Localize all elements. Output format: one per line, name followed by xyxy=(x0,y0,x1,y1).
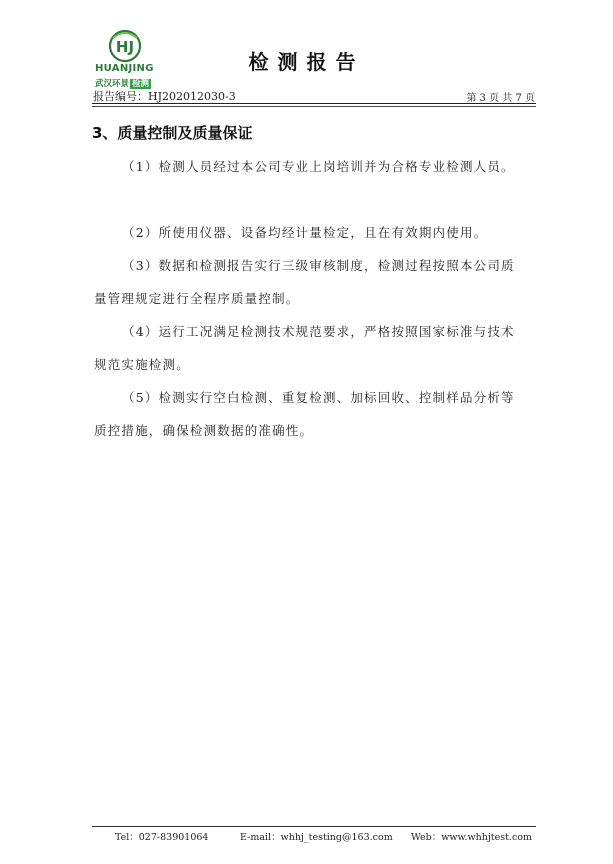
logo-company-cn: 武汉环景 xyxy=(95,79,130,89)
logo-english-name: HUANJING xyxy=(95,63,154,74)
header-rule-thin xyxy=(92,106,536,107)
page-number: 第 3 页 共 7 页 xyxy=(466,93,535,104)
footer-rule xyxy=(92,826,536,827)
document-title: 检测报告 xyxy=(248,50,365,74)
paragraph-4: （4）运行工况满足检测技术规范要求，严格按照国家标准与技术规范实施检测。 xyxy=(94,324,515,372)
paragraph-2: （2）所使用仪器、设备均经计量检定，且在有效期内使用。 xyxy=(122,225,488,240)
footer-website: Web：www.whhjtest.com xyxy=(411,832,532,843)
footer-email: E-mail：whhj_testing@163.com xyxy=(240,832,393,843)
report-number: 报告编号：HJ202012030-3 xyxy=(93,90,236,103)
logo-tag: 检测 xyxy=(132,79,150,89)
header-rule-thick xyxy=(92,103,536,104)
paragraph-5: （5）检测实行空白检测、重复检测、加标回收、控制样品分析等质控措施，确保检测数据的准确性。 xyxy=(94,390,515,438)
paragraph-1: （1）检测人员经过本公司专业上岗培训并为合格专业检测人员。 xyxy=(122,159,515,174)
section-heading: 3、质量控制及质量保证 xyxy=(92,124,253,142)
paragraph-3: （3）数据和检测报告实行三级审核制度，检测过程按照本公司质量管理规定进行全程序质量控制。 xyxy=(94,258,515,306)
svg-text:HJ: HJ xyxy=(115,38,135,56)
footer-telephone: Tel：027-83901064 xyxy=(115,832,209,843)
